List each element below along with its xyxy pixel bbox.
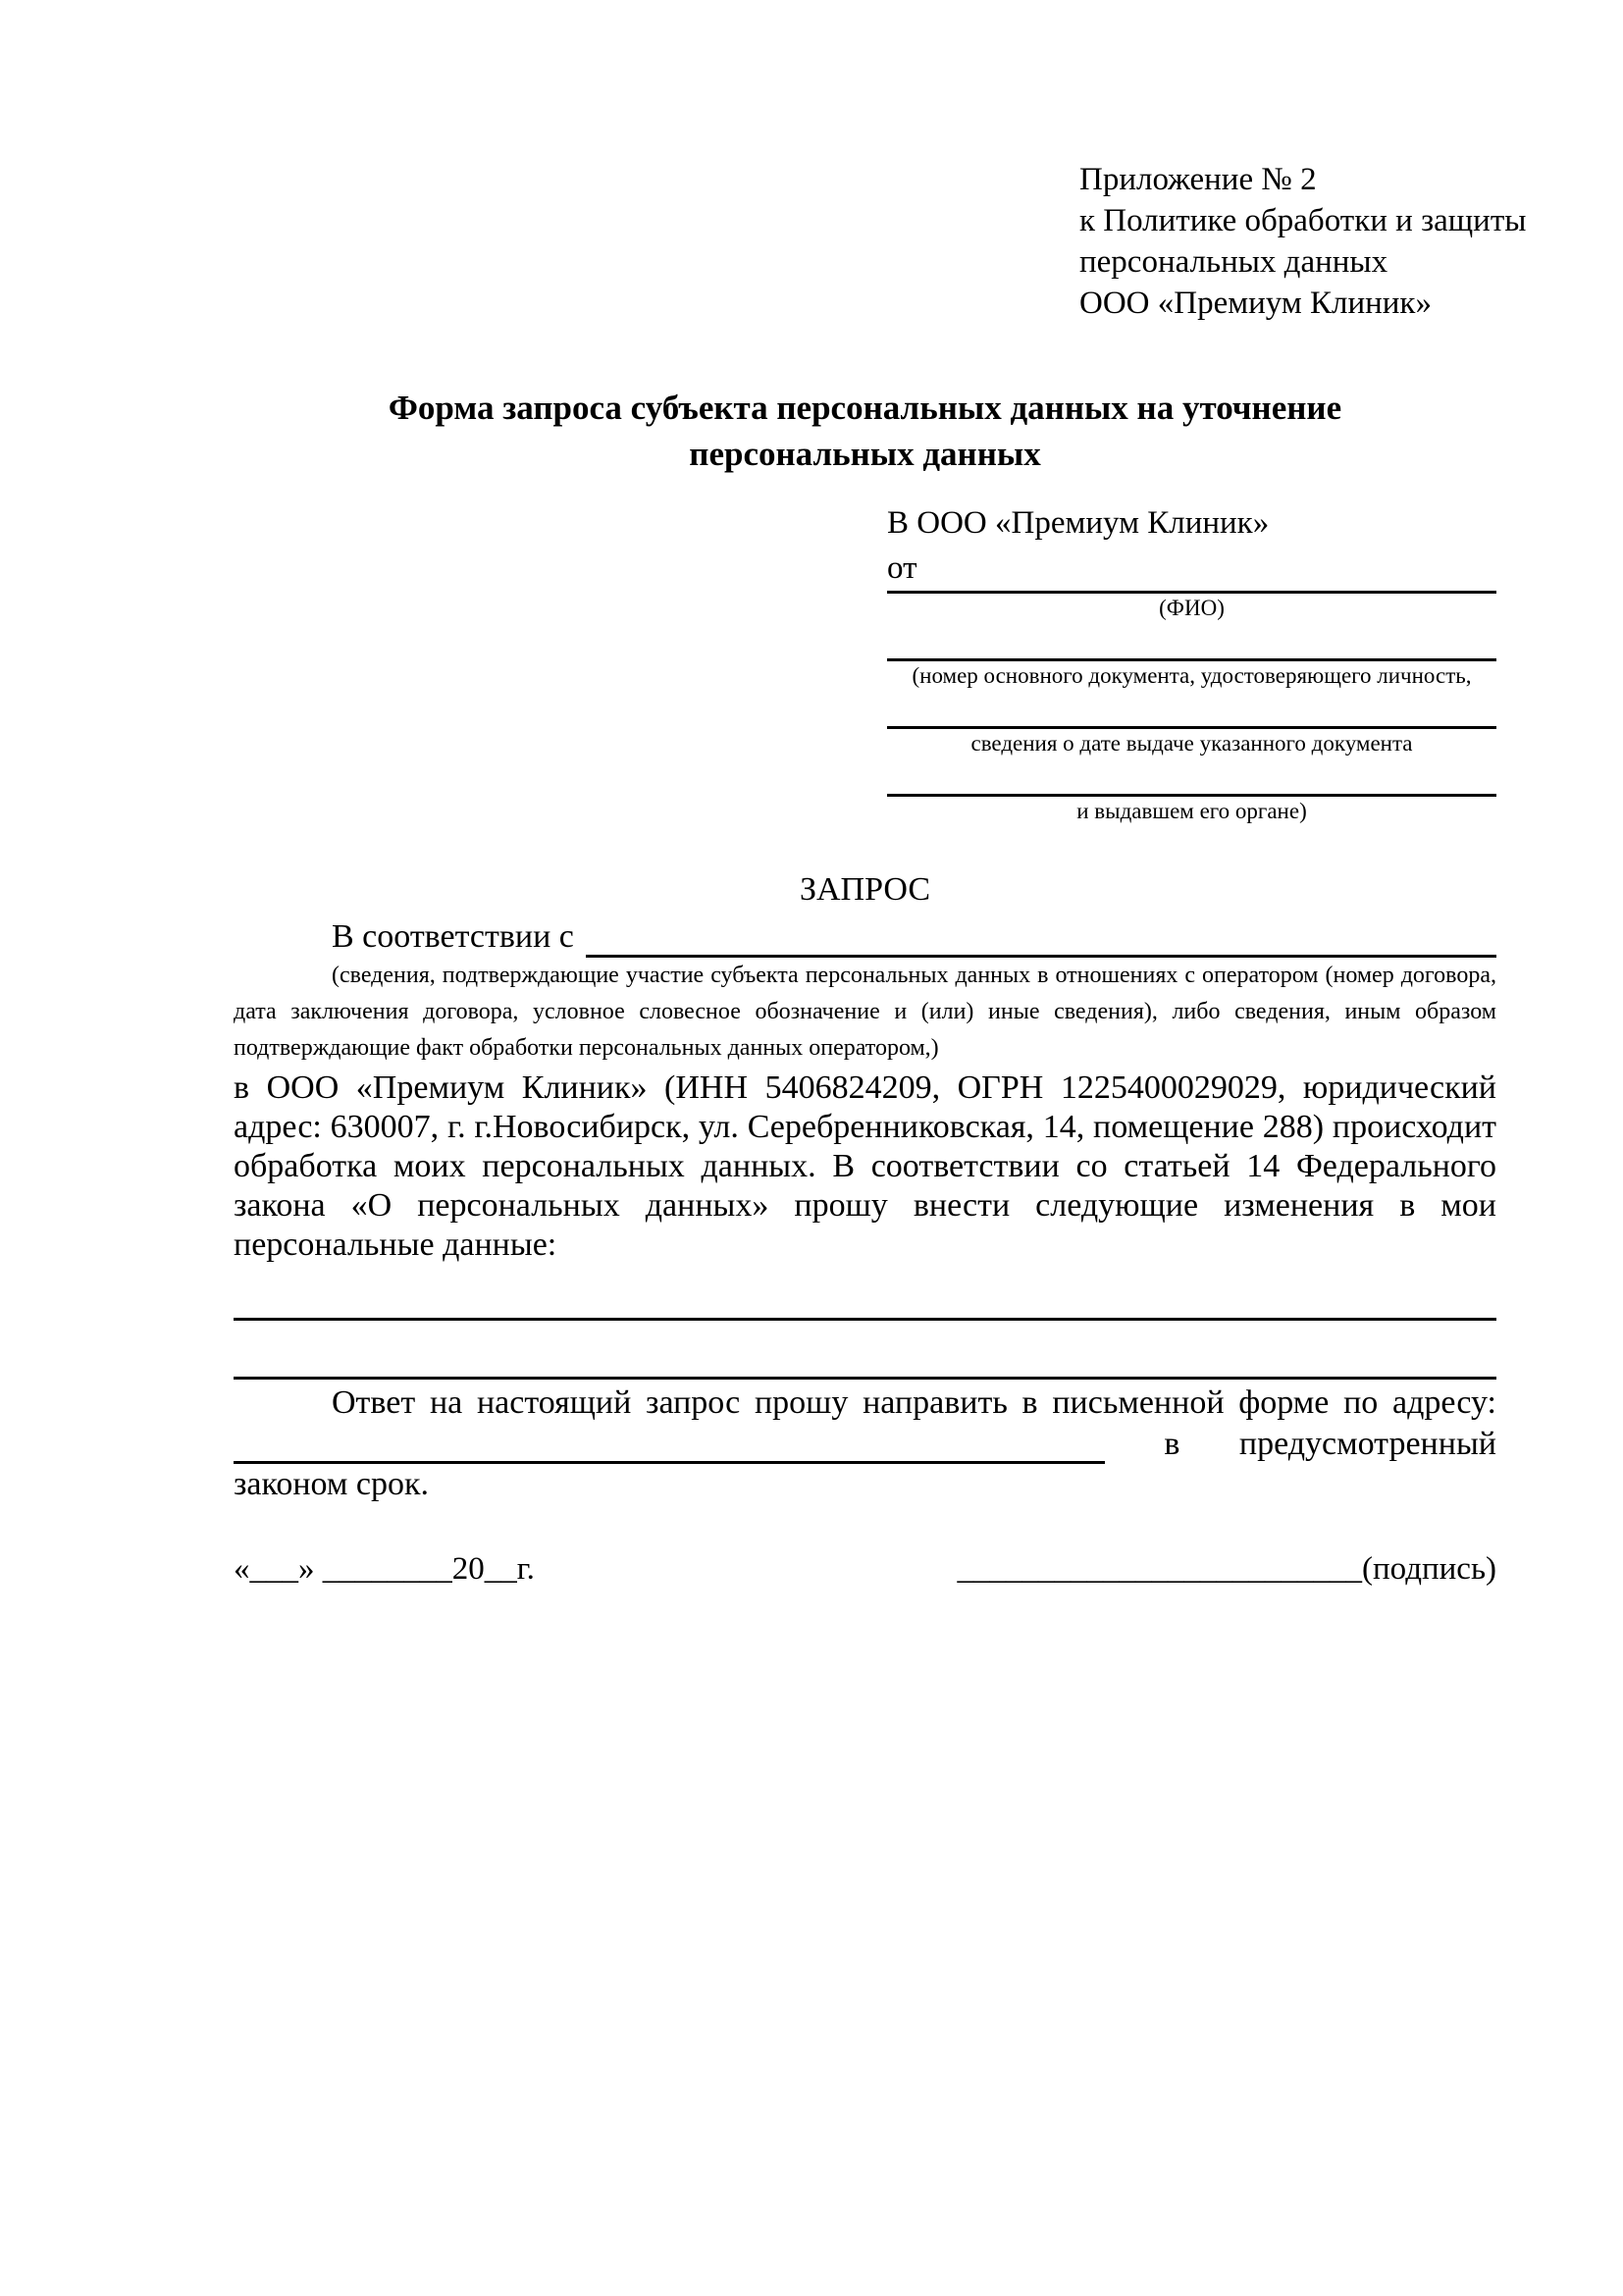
id-document-number-caption: (номер основного документа, удостоверяющего личность, [912,663,1472,688]
appendix-line: к Политике обработки и защиты [1079,203,1527,238]
date-blank: «___» ________20__г. [234,1551,535,1587]
recipient-block [887,500,1496,826]
accordance-lead: В соответствии с [332,918,574,955]
reply-word-stipulated: предусмотренный [1238,1426,1496,1462]
date-signature-row [234,1548,1496,1590]
request-heading: ЗАПРОС [799,871,931,908]
appendix-line: персональных данных [1079,244,1388,280]
reply-term: законом срок. [234,1466,429,1502]
reply-word-in: в [1164,1426,1180,1462]
request-body: в ООО «Премиум Клиник» (ИНН 5406824209, ОГРН 1225400029029, юридический адрес: 630007, г. г.Новосибирск, ул. Серебренниковская, 14, помещение 288) происходит обработка моих персональных данных. В соответствии со статьей 14 Федерального закона «О персональных данных» прошу внести следующие изменения в мои персональные данные: [234,1070,1496,1263]
signature-caption: (подпись) [1362,1551,1496,1587]
issuing-authority-blank-field [887,794,1496,826]
accordance-row [234,916,1496,958]
fio-caption: (ФИО) [1159,596,1225,620]
id-document-number-blank-field [887,658,1496,691]
address-blank-line [234,1423,1105,1464]
changes-blank-line-2 [234,1321,1496,1380]
reply-instruction: Ответ на настоящий запрос прошу направить в письменной форме по адресу: [332,1384,1496,1421]
recipient-from-label: от [887,550,917,586]
fio-blank-field [887,591,1496,623]
issue-date-caption: сведения о дате выдаче указанного документа [970,731,1413,756]
issue-date-blank-field [887,726,1496,758]
reply-address-row [234,1423,1496,1464]
appendix-note [1079,159,1527,324]
signature-blank-line: _________________________ [957,1551,1362,1587]
signature-group [958,1548,1497,1590]
accordance-blank-line [586,916,1496,958]
accordance-footnote: (сведения, подтверждающие участие субъекта персональных данных в отношениях с оператором (номер договора, дата заключения договора, условное словесное обозначение и (или) иные сведения), либо сведения, иным образом подтверждающие факт обработки персональных данных оператором,) [234,963,1496,1061]
changes-blank-line-1 [234,1265,1496,1321]
issuing-authority-caption: и выдавшем его органе) [1076,799,1307,823]
appendix-line: Приложение № 2 [1079,162,1317,197]
appendix-line: ООО «Премиум Клиник» [1079,286,1432,321]
recipient-to: В ООО «Премиум Клиник» [887,505,1270,541]
document-title: Форма запроса субъекта персональных данных на уточнение персональных данных [388,389,1342,473]
